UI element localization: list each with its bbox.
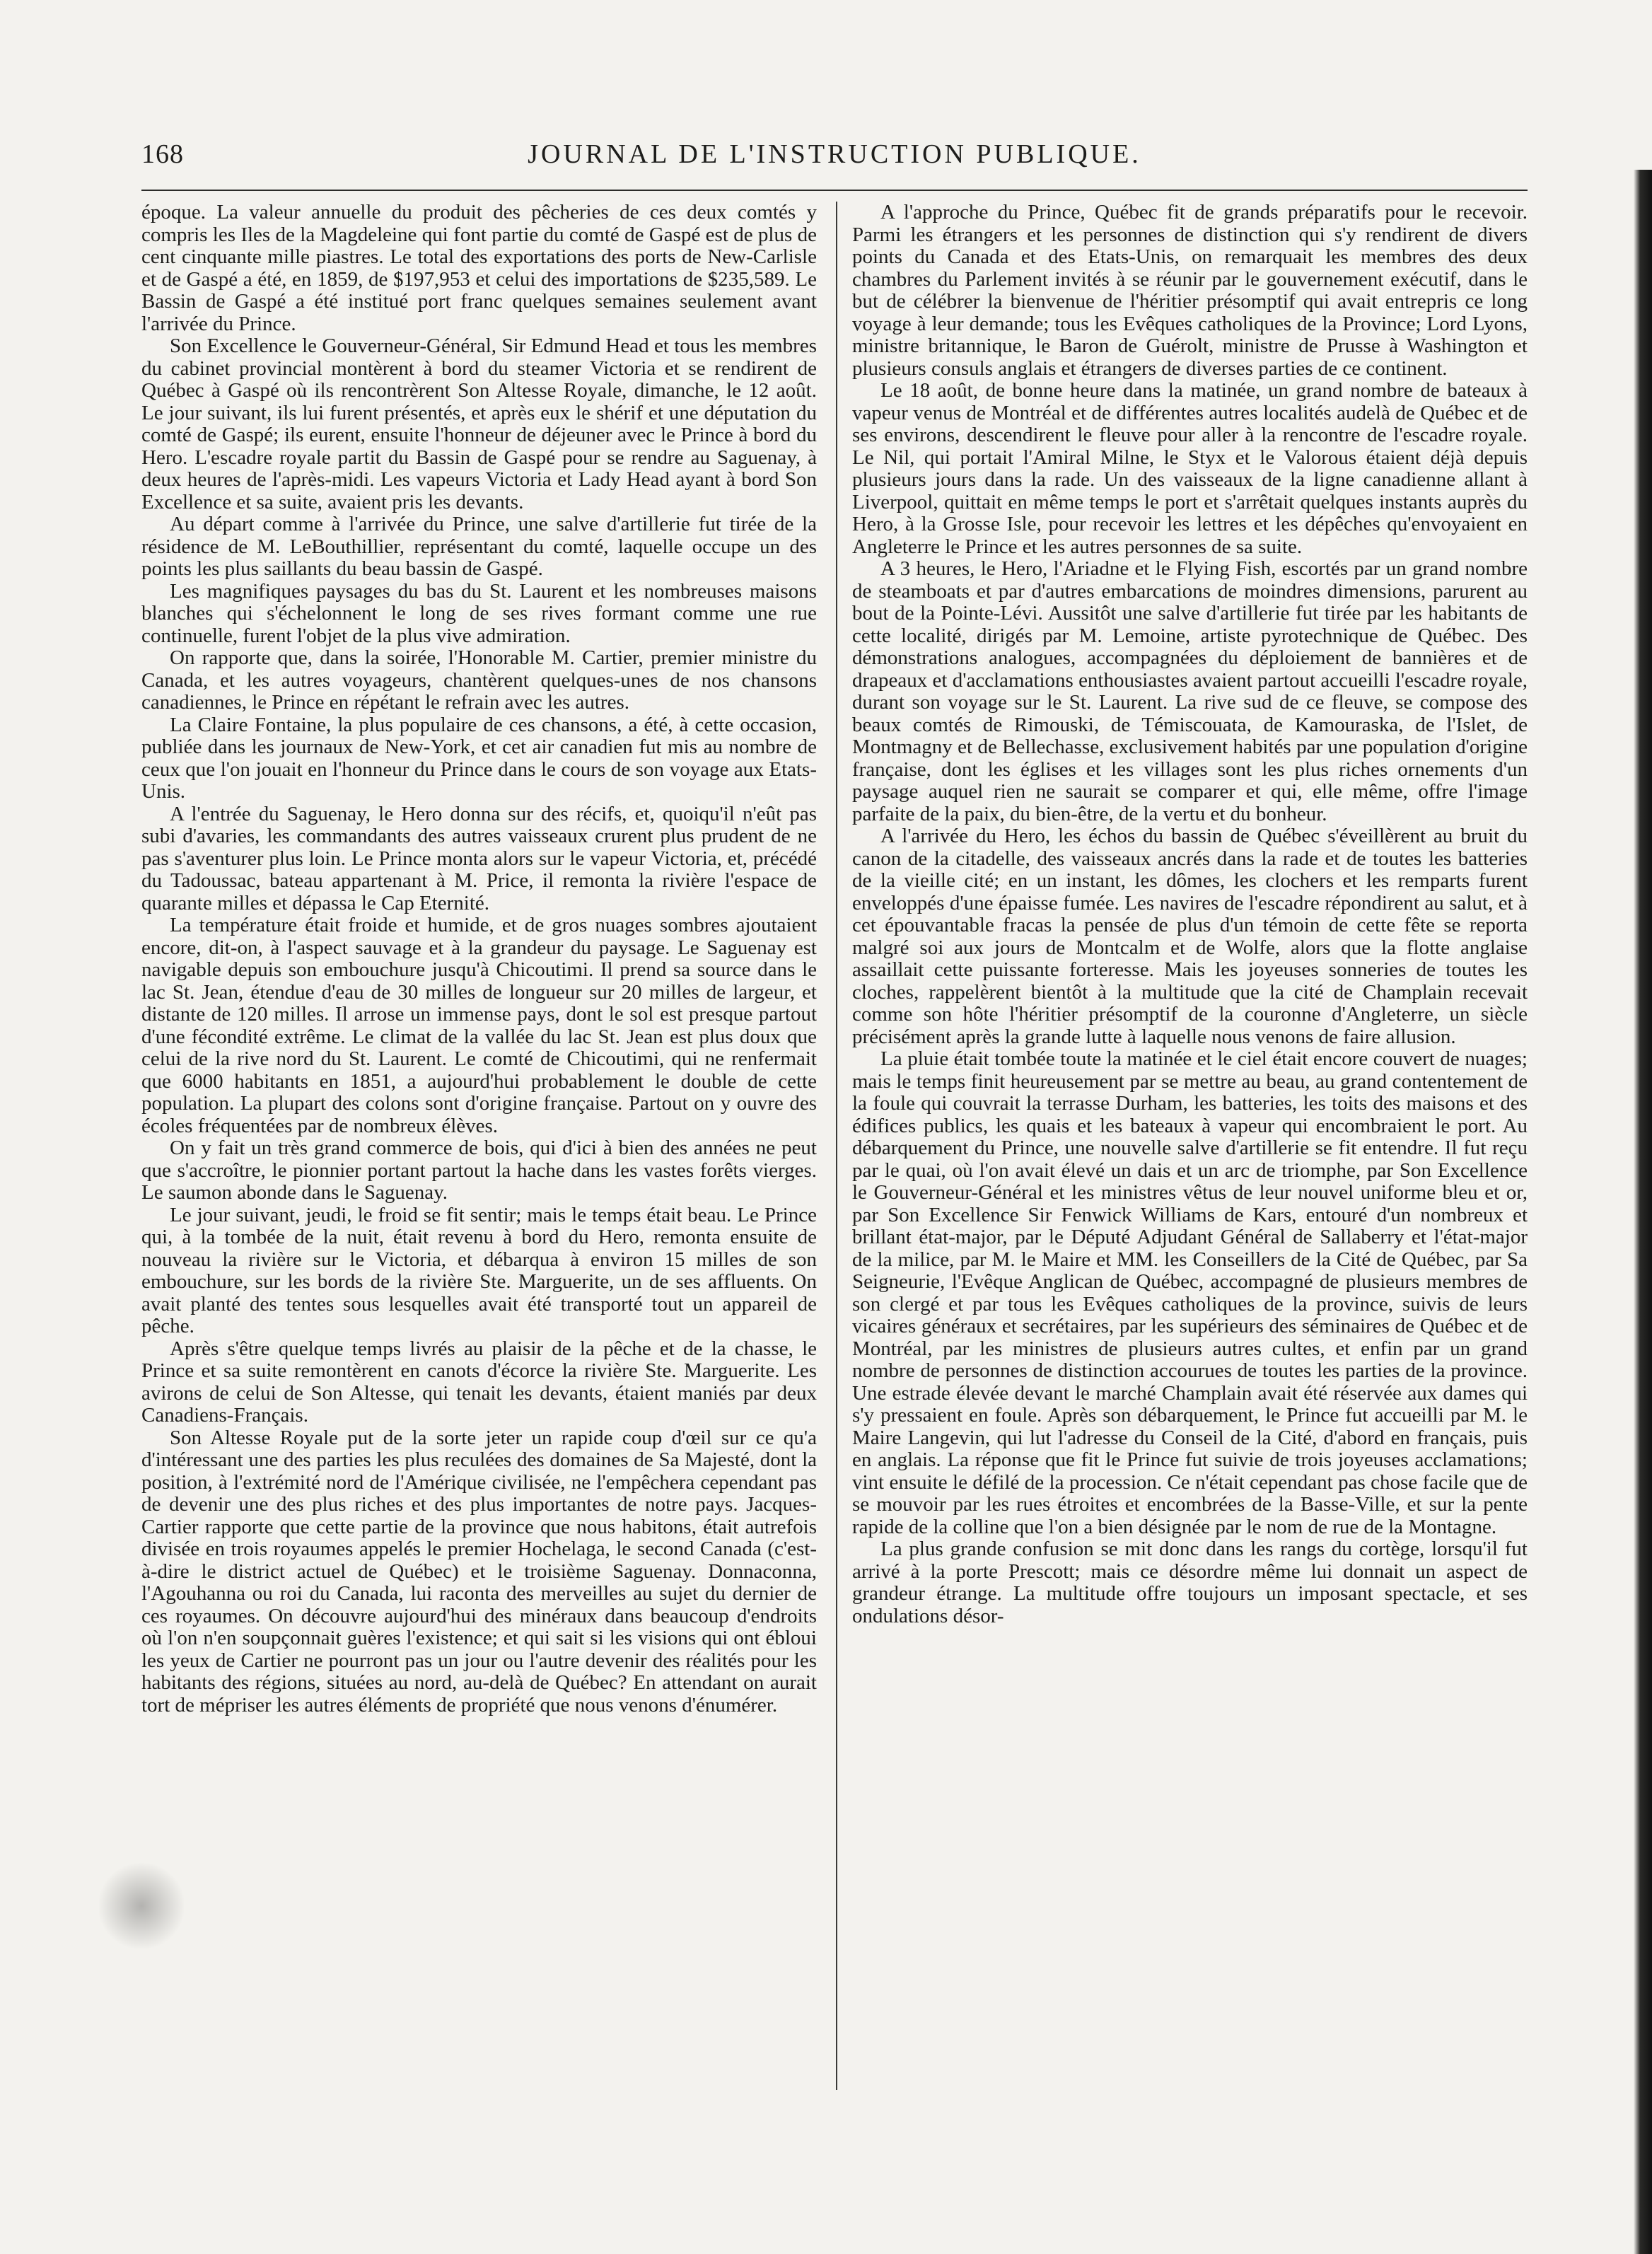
paragraph: A l'entrée du Saguenay, le Hero donna sur des récifs, et, quoiqu'il n'eût pas subi d'avaries, les commandants des autres vaisseaux crurent plus prudent de ne pas s'aventurer plus loin. Le Prince monta alors sur le vapeur Victoria, et, précédé du Tadoussac, bateau appartenant à M. Price, il remonta la rivière l'espace de quarante milles et dépassa le Cap Eternité.	[141, 802, 817, 914]
paragraph: A l'approche du Prince, Québec fit de grands préparatifs pour le recevoir. Parmi les étrangers et les personnes de distinction qui s'y rendirent de divers points du Canada et des Etats-Unis, on remarquait les membres des deux chambres du Parlement invités à se réunir par le gouvernement exécutif, dans le but de célébrer la bienvenue de l'héritier présomptif qui avait entrepris ce long voyage à leur demande; tous les Evêques catholiques de la Province; Lord Lyons, ministre britannique, le Baron de Guérolt, ministre de Prusse à Washington et plusieurs consuls anglais et étrangers de diverses parties de ce continent.	[852, 202, 1528, 380]
page-number: 168	[141, 139, 184, 169]
paragraph: Son Altesse Royale put de la sorte jeter un rapide coup d'œil sur ce qu'a d'intéressant une des parties les plus reculées des domaines de Sa Majesté, dont la position, à l'extrémité nord de l'Amérique civilisée, ne l'empêchera cependant pas de devenir une des plus riches et des plus importantes de notre pays. Jacques-Cartier rapporte que cette partie de la province que nous habitons, était autrefois divisée en trois royaumes appelés le premier Hochelaga, le second Canada (c'est-à-dire le district actuel de Québec) et le troisième Saguenay. Donnaconna, l'Agouhanna ou roi du Canada, lui raconta des merveilles au sujet du dernier de ces royaumes. On découvre aujourd'hui des minéraux dans beaucoup d'endroits où l'on n'en soupçonnait guères l'existence; et qui sait si les visions qui ont ébloui les yeux de Cartier ne pourront pas un jour ou l'autre devenir des réalités pour les habitants des régions, situées au nord, au-delà de Québec? En attendant on aurait tort de mépriser les autres éléments de propriété que nous venons d'énumérer.	[141, 1426, 817, 1716]
paragraph: On rapporte que, dans la soirée, l'Honorable M. Cartier, premier ministre du Canada, et les autres voyageurs, chantèrent quelques-unes de nos chansons canadiennes, le Prince en répétant le refrain avec les autres.	[141, 646, 817, 714]
article-body	[141, 202, 1528, 2097]
paragraph: A 3 heures, le Hero, l'Ariadne et le Flying Fish, escortés par un grand nombre de steamboats et par d'autres embarcations de moindres dimensions, parurent au bout de la Pointe-Lévi. Aussitôt une salve d'artillerie fut tirée par les habitants de cette localité, dirigés par M. Lemoine, artiste pyrotechnique de Québec. Des démonstrations analogues, accompagnées du déploiement de bannières et de drapeaux et d'acclamations enthousiastes avaient partout accueilli l'escadre royale, durant son voyage sur le St. Laurent. La rive sud de ce fleuve, se compose des beaux comtés de Rimouski, de Témiscouata, de Kamouraska, de l'Islet, de Montmagny et de Bellechasse, exclusivement habités par une population d'origine française, dont les églises et les villages sont les plus riches ornements d'un paysage auquel rien ne saurait se comparer et qui, elle même, offre l'image parfaite de la paix, du bien-être, de la vertu et du bonheur.	[852, 557, 1528, 825]
paragraph: Le 18 août, de bonne heure dans la matinée, un grand nombre de bateaux à vapeur venus de Montréal et de différentes autres localités audelà de Québec et de ses environs, descendirent le fleuve pour aller à la rencontre de l'escadre royale. Le Nil, qui portait l'Amiral Milne, le Styx et le Valorous étaient déjà depuis plusieurs jours dans la rade. Un des vaisseaux de la ligne canadienne allant à Liverpool, quittait en même temps le port et s'arrêtait quelques instants auprès du Hero, à la Grosse Isle, pour recevoir les lettres et les dépêches qu'envoyaient en Angleterre le Prince et les autres personnes de sa suite.	[852, 379, 1528, 558]
paragraph: Au départ comme à l'arrivée du Prince, une salve d'artillerie fut tirée de la résidence de M. LeBouthillier, représentant du comté, laquelle occupe un des points les plus saillants du beau bassin de Gaspé.	[141, 513, 817, 580]
paragraph: La pluie était tombée toute la matinée et le ciel était encore couvert de nuages; mais le temps finit heureusement par se mettre au beau, au grand contentement de la foule qui couvrait la terrasse Durham, les batteries, les toits des maisons et des édifices publics, les quais et les bateaux à vapeur qui encombraient le port. Au débarquement du Prince, une nouvelle salve d'artillerie se fit entendre. Il fut reçu par le quai, où l'on avait élevé un dais et un arc de triomphe, par Son Excellence le Gouverneur-Général et les ministres vêtus de leur nouvel uniforme bleu et or, par Son Excellence Sir Fenwick Williams de Kars, entouré d'un nombreux et brillant état-major, par le Député Adjudant Général de Sallaberry et l'état-major de la milice, par M. le Maire et MM. les Conseillers de la Cité de Québec, par Sa Seigneurie, l'Evêque Anglican de Québec, accompagné de plusieurs membres de son clergé et par tous les Evêques catholiques de la province, suivis de leurs vicaires généraux et secrétaires, par les supérieurs des séminaires de Québec et de Montréal, par les ministres de plusieurs autres cultes, et enfin par un grand nombre de personnes de distinction accourues de toutes les parties de la province. Une estrade élevée devant le marché Champlain avait été réservée aux dames qui s'y pressaient en foule. Après son débarquement, le Prince fut accueilli par M. le Maire Langevin, qui lut l'adresse du Conseil de la Cité, d'abord en français, puis en anglais. La réponse que fit le Prince fut suivie de trois joyeuses acclamations; vint ensuite le défilé de la procession. Ce n'était cependant pas chose facile que de se mouvoir par les rues étroites et encombrées de la Basse-Ville, et sur la pente rapide de la colline que l'on a bien désignée par le nom de rue de la Montagne.	[852, 1047, 1528, 1538]
ink-smudge	[99, 1860, 184, 1952]
page-header	[141, 139, 1528, 181]
left-column	[141, 202, 817, 2097]
paragraph: La plus grande confusion se mit donc dans les rangs du cortège, lorsqu'il fut arrivé à la porte Prescott; mais ce désordre même lui donnait un aspect de grandeur étrange. La multitude offre toujours un imposant spectacle, et ses ondulations désor-	[852, 1538, 1528, 1627]
page-binding-edge	[1634, 170, 1652, 2254]
paragraph: Après s'être quelque temps livrés au plaisir de la pêche et de la chasse, le Prince et sa suite remontèrent en canots d'écorce la rivière Ste. Marguerite. Les avirons de celui de Son Altesse, qui tenait les devants, étaient maniés par deux Canadiens-Français.	[141, 1337, 817, 1427]
paragraph: A l'arrivée du Hero, les échos du bassin de Québec s'éveillèrent au bruit du canon de la citadelle, des vaisseaux ancrés dans la rade et de toutes les batteries de la vieille cité; en un instant, les dômes, les clochers et les remparts furent enveloppés d'une épaisse fumée. Les navires de l'escadre répondirent au salut, et à cet épouvantable fracas la pensée de plus d'un témoin de cette fête se reporta malgré soi aux jours de Montcalm et de Wolfe, alors que la flotte anglaise assaillait cette puissante forteresse. Mais les joyeuses sonneries de toutes les cloches, rappelèrent bientôt à la multitude que la cité de Champlain recevait comme son hôte l'héritier présomptif de la couronne d'Angleterre, un siècle précisément après la grande lutte à laquelle nous venons de faire allusion.	[852, 825, 1528, 1048]
paragraph: On y fait un très grand commerce de bois, qui d'ici à bien des années ne peut que s'accroître, le pionnier portant partout la hache dans les vastes forêts vierges. Le saumon abonde dans le Saguenay.	[141, 1137, 817, 1204]
header-rule	[141, 190, 1528, 191]
paragraph: Le jour suivant, jeudi, le froid se fit sentir; mais le temps était beau. Le Prince qui, à la tombée de la nuit, était revenu à bord du Hero, remonta ensuite de nouveau la rivière sur le Victoria, et débarqua à environ 15 milles de son embouchure, sur les bords de la rivière Ste. Marguerite, un de ses affluents. On avait planté des tentes sous lesquelles avait été transporté tout un appareil de pêche.	[141, 1203, 817, 1337]
journal-title: JOURNAL DE L'INSTRUCTION PUBLIQUE.	[528, 139, 1141, 169]
right-column	[852, 202, 1528, 2097]
paragraph: La température était froide et humide, et de gros nuages sombres ajoutaient encore, dit-on, à l'aspect sauvage et à la grandeur du paysage. Le Saguenay est navigable depuis son embouchure jusqu'à Chicoutimi. Il prend sa source dans le lac St. Jean, étendue d'eau de 30 milles de longueur sur 20 milles de largeur, et distante de 120 milles. Il arrose un immense pays, dont le sol est presque partout d'une fécondité extrême. Le climat de la vallée du lac St. Jean est plus doux que celui de la rive nord du St. Laurent. Le comté de Chicoutimi, qui ne renfermait que 6000 habitants en 1851, a aujourd'hui probablement le double de cette population. La plupart des colons sont d'origine française. Partout on y ouvre des écoles fréquentées par de nombreux élèves.	[141, 914, 817, 1137]
paragraph: époque. La valeur annuelle du produit des pêcheries de ces deux comtés y compris les Iles de la Magdeleine qui font partie du comté de Gaspé est de plus de cent cinquante mille piastres. Le total des exportations des ports de New-Carlisle et de Gaspé a été, en 1859, de $197,953 et celui des importations de $235,589. Le Bassin de Gaspé a été institué port franc quelques semaines seulement avant l'arrivée du Prince.	[141, 202, 817, 335]
paragraph: La Claire Fontaine, la plus populaire de ces chansons, a été, à cette occasion, publiée dans les journaux de New-York, et cet air canadien fut mis au nombre de ceux que l'on jouait en l'honneur du Prince dans le cours de son voyage aux Etats-Unis.	[141, 713, 817, 803]
paragraph: Les magnifiques paysages du bas du St. Laurent et les nombreuses maisons blanches qui s'échelonnent le long de ses rives formant comme une rue continuelle, furent l'objet de la plus vive admiration.	[141, 579, 817, 647]
paragraph: Son Excellence le Gouverneur-Général, Sir Edmund Head et tous les membres du cabinet provincial montèrent à bord du steamer Victoria et se rendirent de Québec à Gaspé où ils rencontrèrent Son Altesse Royale, dimanche, le 12 août. Le jour suivant, ils lui furent présentés, et après eux le shérif et une députation du comté de Gaspé; ils eurent, ensuite l'honneur de déjeuner avec le Prince à bord du Hero. L'escadre royale partit du Bassin de Gaspé pour se rendre au Saguenay, à deux heures de l'après-midi. Les vapeurs Victoria et Lady Head ayant à bord Son Excellence et sa suite, avaient pris les devants.	[141, 335, 817, 513]
